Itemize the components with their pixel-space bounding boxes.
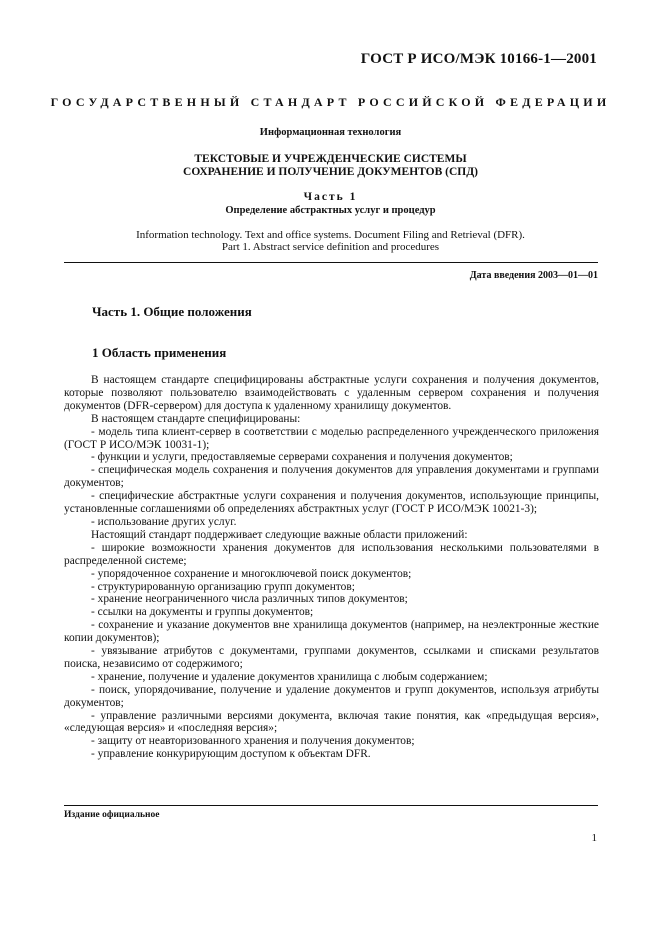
list-item: - управление различными версиями документа, включая такие понятия, как «предыдущая версия», «следующая версия» и «последняя версия»; bbox=[64, 709, 599, 735]
list-item: - использование других услуг. bbox=[91, 515, 237, 528]
section-heading: 1 Область применения bbox=[92, 345, 227, 360]
title-divider bbox=[64, 262, 598, 263]
list-item: - структурированную организацию групп документов; bbox=[91, 580, 355, 593]
main-title bbox=[0, 153, 661, 179]
list-item: - защиту от неавторизованного хранения и получения документов; bbox=[91, 735, 415, 748]
body-text bbox=[64, 374, 599, 761]
state-standard-heading: ГОСУДАРСТВЕННЫЙ СТАНДАРТ РОССИЙСКОЙ ФЕДЕРАЦИИ bbox=[50, 95, 611, 109]
part-title: Определение абстрактных услуг и процедур bbox=[225, 205, 436, 216]
list-item: - упорядоченное сохранение и многоключевой поиск документов; bbox=[91, 567, 412, 580]
list-item: - функции и услуги, предоставляемые серверами сохранения и получения документов; bbox=[91, 451, 513, 464]
paragraph: В настоящем стандарте специфицированы: bbox=[91, 412, 301, 425]
english-title-line-1: Information technology. Text and office systems. Document Filing and Retrieval (DFR). bbox=[136, 229, 525, 241]
list-item: - специфические абстрактные услуги сохранения и получения документов, использующие принципы, установленные соглашениями об определениях абстрактных услуг (ГОСТ Р ИСО/МЭК 10021-3); bbox=[64, 490, 599, 516]
main-title-line-1: ТЕКСТОВЫЕ И УЧРЕЖДЕНЧЕСКИЕ СИСТЕМЫ bbox=[194, 153, 467, 165]
list-item: - хранение, получение и удаление документов хранилища с любым содержанием; bbox=[91, 670, 488, 683]
list-item: - увязывание атрибутов с документами, группами документов, ссылками и списками результатов поиска, независимо от содержимого; bbox=[64, 645, 599, 670]
main-title-line-2: СОХРАНЕНИЕ И ПОЛУЧЕНИЕ ДОКУМЕНТОВ (СПД) bbox=[183, 166, 478, 178]
part-label: Часть 1 bbox=[303, 191, 358, 203]
list-item: - ссылки на документы и группы документов; bbox=[91, 606, 314, 619]
footer-divider bbox=[64, 805, 598, 806]
paragraph: В настоящем стандарте специфицированы абстрактные услуги сохранения и получения документов, которые позволяют пользователю взаимодействовать с удаленным сервером сохранения и получения документов (DFR-сервером) для доступа к удаленному хранилищу документов. bbox=[64, 374, 599, 412]
english-title bbox=[0, 229, 661, 253]
introduction-date: Дата введения 2003—01—01 bbox=[469, 270, 598, 281]
list-item: - широкие возможности хранения документов для использования несколькими пользователями в распределенной системе; bbox=[64, 541, 599, 567]
list-item: - хранение неограниченного числа различных типов документов; bbox=[91, 593, 408, 606]
part-heading: Часть 1. Общие положения bbox=[92, 304, 252, 319]
official-edition-label: Издание официальное bbox=[64, 810, 160, 820]
paragraph: Настоящий стандарт поддерживает следующие важные области приложений: bbox=[91, 528, 468, 541]
it-title: Информационная технология bbox=[259, 127, 402, 138]
gost-number: ГОСТ Р ИСО/МЭК 10166-1—2001 bbox=[360, 51, 597, 67]
list-item: - сохранение и указание документов вне хранилища документов (например, на неэлектронные жесткие копии документов); bbox=[64, 619, 599, 645]
english-title-line-2: Part 1. Abstract service definition and procedures bbox=[221, 241, 440, 253]
list-item: - поиск, упорядочивание, получение и удаление документов и групп документов, используя атрибуты документов; bbox=[64, 683, 599, 709]
list-item: - управление конкурирующим доступом к объектам DFR. bbox=[91, 748, 371, 761]
list-item: - модель типа клиент-сервер в соответствии с моделью распределенного учрежденческого приложения (ГОСТ Р ИСО/МЭК 10031-1); bbox=[64, 425, 599, 451]
page-number: 1 bbox=[591, 832, 597, 844]
list-item: - специфическая модель сохранения и получения документов для управления документами и группами документов; bbox=[64, 464, 599, 490]
